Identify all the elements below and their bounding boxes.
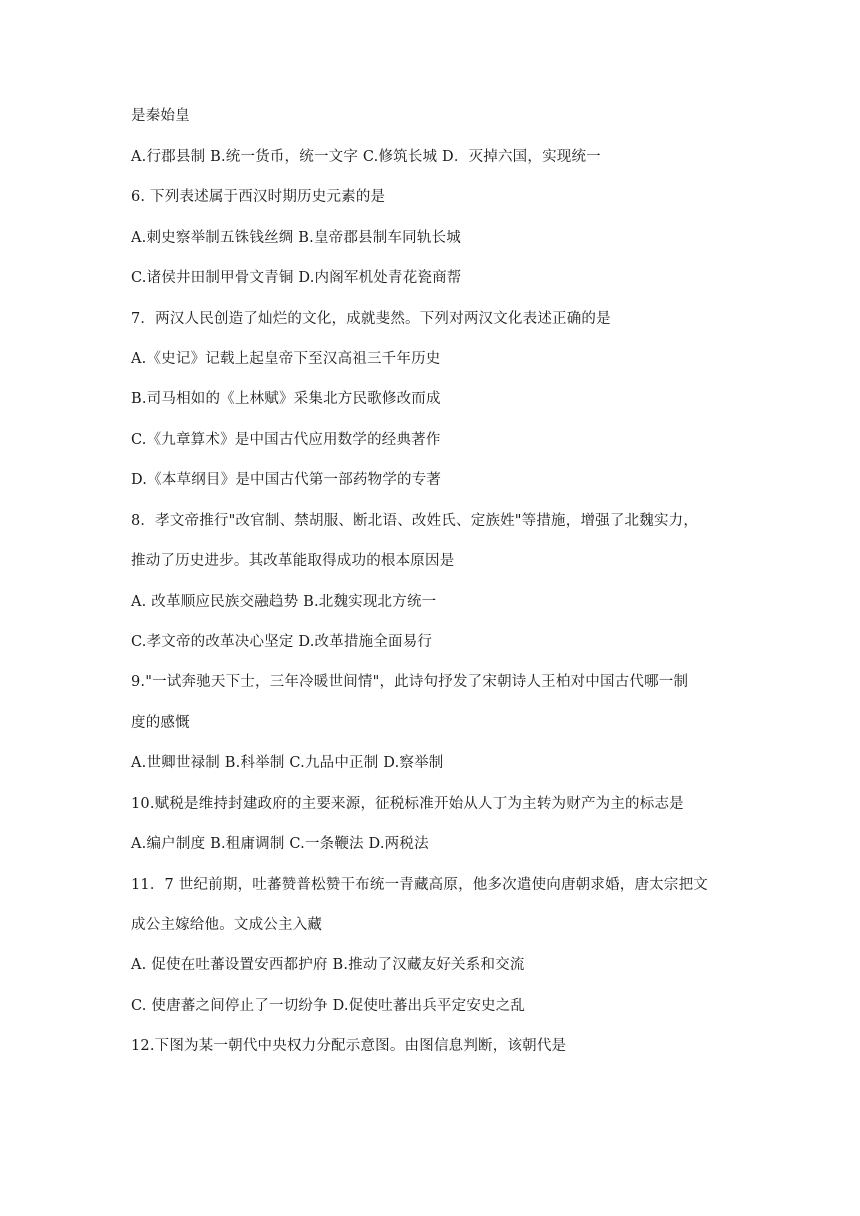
question-7: 7．两汉人民创造了灿烂的文化，成就斐然。下列对两汉文化表述正确的是 [131, 311, 611, 327]
option-line: A.编户制度 B.租庸调制 C.一条鞭法 D.两税法 [131, 836, 429, 852]
question-10: 10.赋税是维持封建政府的主要来源，征税标准开始从人丁为主转为财产为主的标志是 [131, 796, 684, 812]
option-line: C.《九章算术》是中国古代应用数学的经典著作 [131, 432, 441, 448]
text-line: 度的感慨 [131, 715, 190, 731]
option-line: A. 改革顺应民族交融趋势 B.北魏实现北方统一 [131, 594, 437, 610]
question-12: 12.下图为某一朝代中央权力分配示意图。由图信息判断，该朝代是 [131, 1038, 567, 1054]
question-8: 8．孝文帝推行"改官制、禁胡服、断北语、改姓氏、定族姓"等措施，增强了北魏实力， [131, 513, 699, 529]
option-line: A.世卿世禄制 B.科举制 C.九品中正制 D.察举制 [131, 755, 444, 771]
text-line: 是秦始皇 [131, 108, 190, 124]
option-line: A. 促使在吐蕃设置安西都护府 B.推动了汉藏友好关系和交流 [131, 957, 525, 973]
option-line: A.刺史察举制五铢钱丝绸 B.皇帝郡县制车同轨长城 [131, 230, 461, 246]
text-line: 推动了历史进步。其改革能取得成功的根本原因是 [131, 553, 455, 569]
option-line: C.诸侯井田制甲骨文青铜 D.内阁军机处青花瓷商帮 [131, 270, 462, 286]
text-line: 成公主嫁给他。文成公主入藏 [131, 917, 323, 933]
option-line: D.《本草纲目》是中国古代第一部药物学的专著 [131, 472, 442, 488]
option-line: A.《史记》记载上起皇帝下至汉高祖三千年历史 [131, 351, 441, 367]
option-line: B.司马相如的《上林赋》采集北方民歌修改而成 [131, 391, 441, 407]
option-line: C.孝文帝的改革决心坚定 D.改革措施全面易行 [131, 634, 433, 650]
option-line: C. 使唐蕃之间停止了一切纷争 D.促使吐蕃出兵平定安史之乱 [131, 998, 526, 1014]
question-11: 11．7 世纪前期，吐蕃赞普松赞干布统一青藏高原，他多次遣使向唐朝求婚，唐太宗把文 [131, 877, 708, 893]
text-line: A.行郡县制 B.统一货币，统一文字 C.修筑长城 D．灭掉六国，实现统一 [131, 149, 601, 165]
question-6: 6. 下列表述属于西汉时期历史元素的是 [131, 189, 386, 205]
question-9: 9."一试奔驰天下士，三年冷暖世间情"，此诗句抒发了宋朝诗人王柏对中国古代哪一制 [131, 674, 689, 690]
